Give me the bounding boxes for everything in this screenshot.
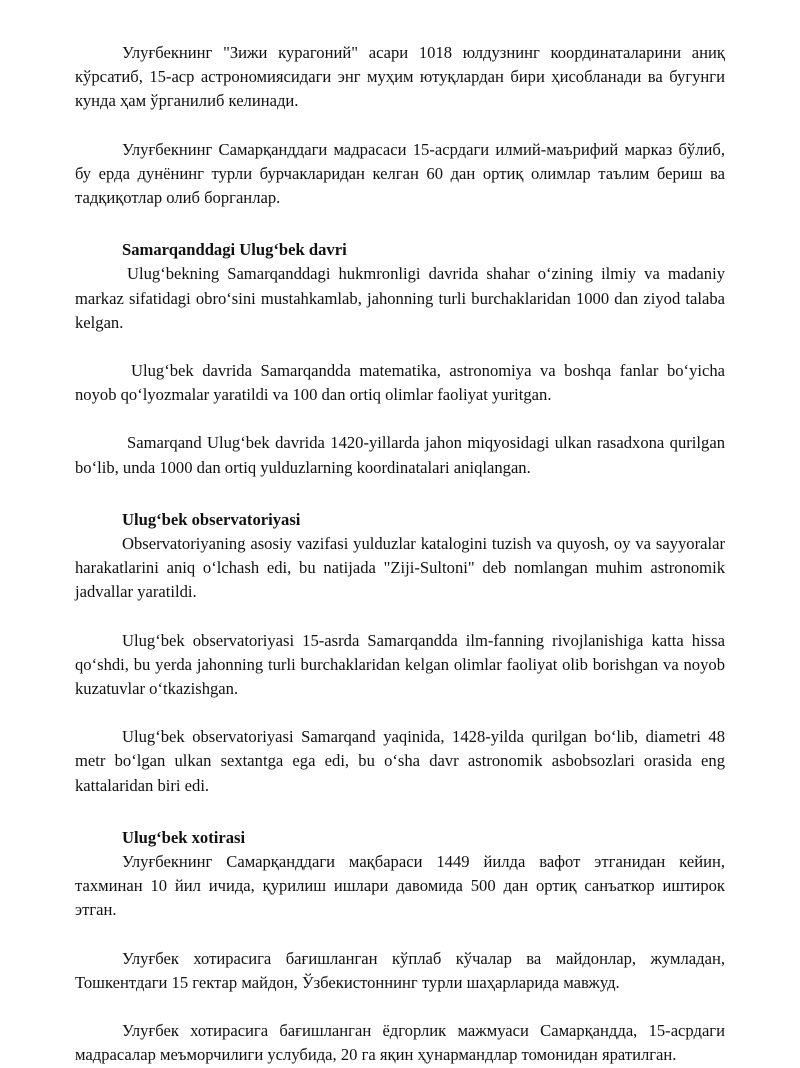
- heading-xotira: Ulug‘bek xotirasi: [122, 827, 246, 847]
- paragraph-yodgorlik: Улуғбек хотирасига бағишланган ёдгорлик мажмуаси Самарқандда, 15-асрдаги мадрасалар меъморчилиги услубида, 20 га яқин ҳунармандлар томонидан яратилган.: [75, 1021, 725, 1065]
- paragraph-observatoriya-sextant: Ulug‘bek observatoriyasi Samarqand yaqinida, 1428-yilda qurilgan bo‘lib, diametri 48 metr bo‘lgan ulkan sextantga ega edi, bu o‘sha davr astronomik asbobsozlari orasida eng kattalaridan biri edi.: [75, 727, 725, 795]
- heading-samarqand-davri: Samarqanddagi Ulug‘bek davri: [122, 240, 347, 260]
- paragraph-kochalar: Улуғбек хотирасига бағишланган кўплаб кўчалар ва майдонлар, жумладан, Тошкентдаги 15 гектар майдон, Ўзбекистоннинг турли шаҳарларида мавжуд.: [75, 948, 725, 992]
- paragraph-hukmronlik: Ulug‘bekning Samarqanddagi hukmronligi davrida shahar o‘zining ilmiy va madaniy markaz sifatidagi obro‘sini mustahkamlab, jahonning turli burchaklaridan 1000 dan ziyod talaba kelgan.: [75, 264, 725, 332]
- paragraph-rasadxona: Samarqand Ulug‘bek davrida 1420-yillarda jahon miqyosidagi ulkan rasadxona qurilgan bo‘lib, unda 1000 dan ortiq yulduzlarning koordinatalari aniqlangan.: [75, 433, 725, 477]
- paragraph-madrasa: Улуғбекнинг Самарқанддаги мадрасаси 15-асрдаги илмий-маърифий марказ бўлиб, бу ерда дунёнинг турли бурчакларидан келган 60 дан ортиқ олимлар таълим бериш ва тадқиқотлар олиб борганлар.: [75, 139, 725, 208]
- heading-observatoriya: Ulug‘bek observatoriyasi: [122, 509, 301, 529]
- paragraph-zij-kuragoniy: Улуғбекнинг "Зижи курагоний" асари 1018 юлдузнинг координаталарини аниқ кўрсатиб, 15-аср астрономиясидаги энг муҳим ютуқлардан бири ҳисобланади ва бугунги кунда ҳам ўрганилиб келинади.: [75, 43, 725, 111]
- paragraph-qolyozmalar: Ulug‘bek davrida Samarqandda matematika, astronomiya va boshqa fanlar bo‘yicha noyob qo‘lyozmalar yaratildi va 100 dan ortiq olimlar faoliyat yuritgan.: [75, 361, 725, 405]
- paragraph-maqbara: Улуғбекнинг Самарқанддаги мақбараси 1449 йилда вафот этганидан кейин, тахминан 10 йил ичида, қурилиш ишлари давомида 500 дан ортиқ санъаткор иштирок этган.: [75, 852, 725, 920]
- paragraph-observatoriya-vazifasi: Observatoriyaning asosiy vazifasi yulduzlar katalogini tuzish va quyosh, oy va sayyoralar harakatlarini aniq o‘lchash edi, bu natijada "Ziji-Sultoni" deb nomlangan muhim astronomik jadvallar yaratildi.: [75, 534, 725, 602]
- paragraph-observatoriya-hissa: Ulug‘bek observatoriyasi 15-asrda Samarqandda ilm-fanning rivojlanishiga katta hissa qo‘shdi, bu yerda jahonning turli burchaklaridan kelgan olimlar faoliyat olib borishgan va noyob kuzatuvlar o‘tkazishgan.: [75, 630, 725, 699]
